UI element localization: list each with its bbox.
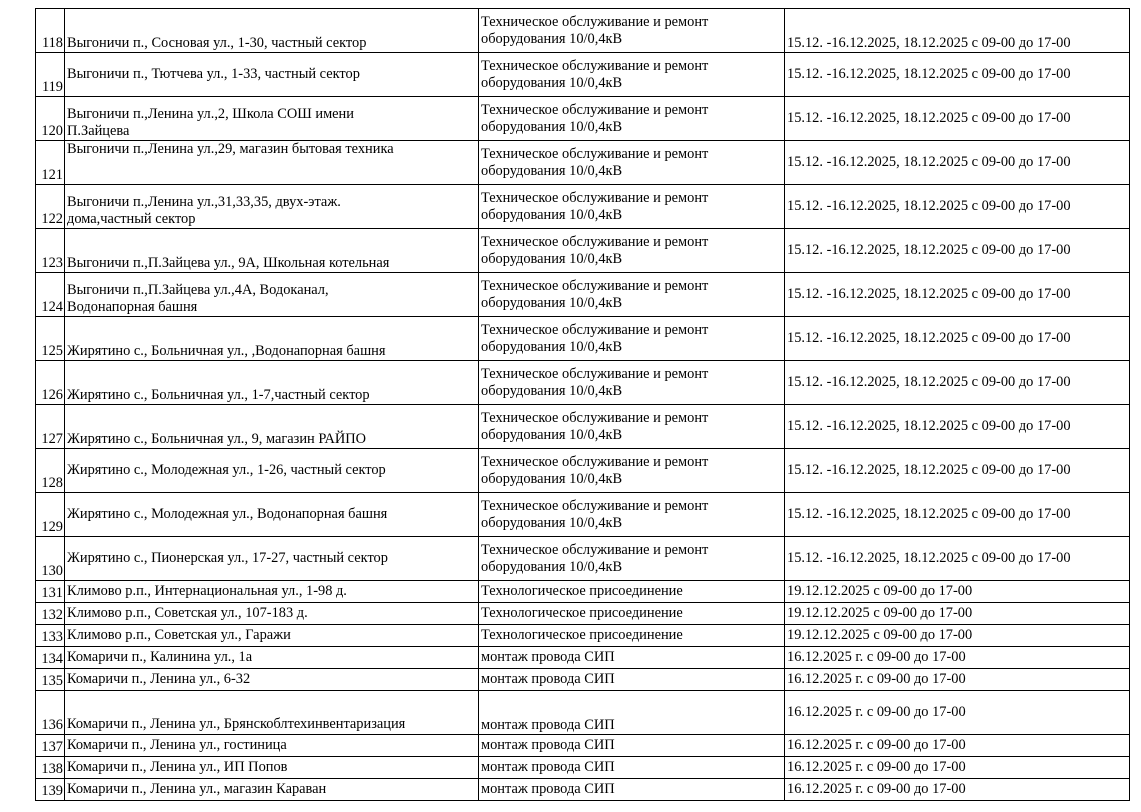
row-number: 127 [36,405,65,449]
address-line: П.Зайцева [67,123,130,139]
address-line: Климово р.п., Интернациональная ул., 1-98 д. [67,583,347,599]
row-number: 124 [36,273,65,317]
address-line: Выгоничи п.,Ленина ул.,29, магазин бытовая техника [67,141,394,157]
work-type-cell [479,97,785,141]
schedule-cell: 16.12.2025 г. с 09-00 до 17-00 [785,779,1130,801]
address-cell [65,757,479,779]
row-number: 119 [36,53,65,97]
schedule-cell: 15.12. -16.12.2025, 18.12.2025 с 09-00 до 17-00 [785,449,1130,493]
address-cell [65,53,479,97]
work-type-line: Техническое обслуживание и ремонт [481,189,709,206]
work-type-line: оборудования 10/0,4кВ [481,470,623,487]
address-line: Жирятино с., Молодежная ул., Водонапорная башня [67,506,388,522]
schedule-cell: 15.12. -16.12.2025, 18.12.2025 с 09-00 до 17-00 [785,405,1130,449]
work-type-line: оборудования 10/0,4кВ [481,206,623,223]
work-type-cell [479,669,785,691]
row-number: 121 [36,141,65,185]
address-line: Комаричи п., Ленина ул., магазин Караван [67,781,327,797]
address-line: Выгоничи п.,Ленина ул.,31,33,35, двух-этаж. [67,194,341,210]
address-cell [65,141,479,185]
address-line: Водонапорная башня [67,299,198,315]
address-cell [65,9,479,53]
row-number: 138 [36,757,65,779]
address-cell [65,603,479,625]
row-number: 128 [36,449,65,493]
work-type-line: Техническое обслуживание и ремонт [481,541,709,558]
table-row [36,141,1130,185]
table-row [36,53,1130,97]
address-cell [65,625,479,647]
work-type-line: оборудования 10/0,4кВ [481,30,623,47]
schedule-cell: 19.12.12.2025 с 09-00 до 17-00 [785,603,1130,625]
work-type-line: монтаж провода СИП [481,737,615,753]
address-line: Климово р.п., Советская ул., Гаражи [67,627,291,643]
table-row [36,405,1130,449]
address-cell [65,405,479,449]
schedule-cell: 15.12. -16.12.2025, 18.12.2025 с 09-00 до 17-00 [785,317,1130,361]
work-type-cell [479,537,785,581]
table-row [36,669,1130,691]
address-cell [65,361,479,405]
work-type-line: Техническое обслуживание и ремонт [481,321,709,338]
work-type-line: оборудования 10/0,4кВ [481,118,623,135]
row-number: 134 [36,647,65,669]
address-cell [65,273,479,317]
table-row [36,361,1130,405]
schedule-cell: 16.12.2025 г. с 09-00 до 17-00 [785,669,1130,691]
work-type-line: Техническое обслуживание и ремонт [481,145,709,162]
outage-schedule-table [35,8,1130,801]
row-number: 139 [36,779,65,801]
address-line: Выгоничи п., Сосновая ул., 1-30, частный сектор [67,35,367,51]
work-type-line: оборудования 10/0,4кВ [481,74,623,91]
work-type-line: оборудования 10/0,4кВ [481,250,623,267]
table-row [36,9,1130,53]
work-type-cell [479,735,785,757]
work-type-cell [479,581,785,603]
address-line: Жирятино с., Молодежная ул., 1-26, частный сектор [67,462,386,478]
schedule-cell: 15.12. -16.12.2025, 18.12.2025 с 09-00 до 17-00 [785,361,1130,405]
schedule-cell: 19.12.12.2025 с 09-00 до 17-00 [785,581,1130,603]
address-line: Выгоничи п.,П.Зайцева ул.,4А, Водоканал, [67,282,329,298]
work-type-line: монтаж провода СИП [481,781,615,797]
work-type-line: Технологическое присоединение [481,583,683,599]
work-type-line: монтаж провода СИП [481,671,615,687]
work-type-cell [479,757,785,779]
address-cell [65,581,479,603]
table-row [36,493,1130,537]
table-row [36,625,1130,647]
address-cell [65,185,479,229]
work-type-line: Техническое обслуживание и ремонт [481,13,709,30]
address-cell [65,449,479,493]
table-row [36,581,1130,603]
work-type-line: Техническое обслуживание и ремонт [481,233,709,250]
address-line: Жирятино с., Больничная ул., 1-7,частный сектор [67,387,370,403]
address-line: Жирятино с., Больничная ул., ,Водонапорная башня [67,343,386,359]
work-type-line: оборудования 10/0,4кВ [481,558,623,575]
table-row [36,449,1130,493]
work-type-line: оборудования 10/0,4кВ [481,338,623,355]
row-number: 131 [36,581,65,603]
work-type-cell [479,273,785,317]
address-line: Жирятино с., Пионерская ул., 17-27, частный сектор [67,550,388,566]
address-line: Комаричи п., Калинина ул., 1а [67,649,253,665]
schedule-cell: 15.12. -16.12.2025, 18.12.2025 с 09-00 до 17-00 [785,185,1130,229]
work-type-line: монтаж провода СИП [481,717,615,733]
row-number: 126 [36,361,65,405]
work-type-cell [479,229,785,273]
schedule-cell: 15.12. -16.12.2025, 18.12.2025 с 09-00 до 17-00 [785,537,1130,581]
schedule-cell: 15.12. -16.12.2025, 18.12.2025 с 09-00 до 17-00 [785,53,1130,97]
schedule-cell: 15.12. -16.12.2025, 18.12.2025 с 09-00 до 17-00 [785,229,1130,273]
table-row [36,317,1130,361]
work-type-line: оборудования 10/0,4кВ [481,162,623,179]
table-row [36,229,1130,273]
work-type-line: Технологическое присоединение [481,605,683,621]
work-type-line: оборудования 10/0,4кВ [481,514,623,531]
table-row [36,537,1130,581]
address-cell [65,229,479,273]
work-type-cell [479,625,785,647]
work-type-line: монтаж провода СИП [481,759,615,775]
address-cell [65,669,479,691]
row-number: 130 [36,537,65,581]
schedule-cell: 16.12.2025 г. с 09-00 до 17-00 [785,735,1130,757]
address-cell [65,779,479,801]
work-type-line: Техническое обслуживание и ремонт [481,409,709,426]
work-type-line: Техническое обслуживание и ремонт [481,497,709,514]
work-type-line: монтаж провода СИП [481,649,615,665]
work-type-line: Техническое обслуживание и ремонт [481,365,709,382]
work-type-cell [479,691,785,735]
table-row [36,779,1130,801]
work-type-cell [479,493,785,537]
table-row [36,603,1130,625]
work-type-line: оборудования 10/0,4кВ [481,382,623,399]
address-line: Комаричи п., Ленина ул., ИП Попов [67,759,288,775]
table-body [36,9,1130,801]
row-number: 129 [36,493,65,537]
work-type-line: оборудования 10/0,4кВ [481,294,623,311]
work-type-cell [479,185,785,229]
work-type-line: Техническое обслуживание и ремонт [481,277,709,294]
row-number: 122 [36,185,65,229]
work-type-line: Технологическое присоединение [481,627,683,643]
table-row [36,691,1130,735]
schedule-cell: 16.12.2025 г. с 09-00 до 17-00 [785,647,1130,669]
work-type-line: Техническое обслуживание и ремонт [481,101,709,118]
work-type-cell [479,449,785,493]
row-number: 123 [36,229,65,273]
schedule-cell: 15.12. -16.12.2025, 18.12.2025 с 09-00 до 17-00 [785,9,1130,53]
schedule-cell: 15.12. -16.12.2025, 18.12.2025 с 09-00 до 17-00 [785,273,1130,317]
address-line: Жирятино с., Больничная ул., 9, магазин РАЙПО [67,431,367,447]
address-cell [65,735,479,757]
address-line: Комаричи п., Ленина ул., 6-32 [67,671,251,687]
address-line: Выгоничи п., Тютчева ул., 1-33, частный сектор [67,66,360,82]
row-number: 135 [36,669,65,691]
work-type-line: Техническое обслуживание и ремонт [481,57,709,74]
work-type-cell [479,603,785,625]
address-line: Комаричи п., Ленина ул., Брянскоблтехинвентаризация [67,716,406,732]
work-type-cell [479,53,785,97]
work-type-cell [479,141,785,185]
schedule-cell: 15.12. -16.12.2025, 18.12.2025 с 09-00 до 17-00 [785,141,1130,185]
address-cell [65,493,479,537]
schedule-cell: 15.12. -16.12.2025, 18.12.2025 с 09-00 до 17-00 [785,493,1130,537]
row-number: 133 [36,625,65,647]
address-cell [65,317,479,361]
work-type-cell [479,779,785,801]
row-number: 137 [36,735,65,757]
row-number: 136 [36,691,65,735]
table-row [36,647,1130,669]
address-line: Выгоничи п.,П.Зайцева ул., 9А, Школьная котельная [67,255,390,271]
table-row [36,185,1130,229]
work-type-cell [479,9,785,53]
address-cell [65,691,479,735]
schedule-cell: 16.12.2025 г. с 09-00 до 17-00 [785,691,1130,735]
row-number: 132 [36,603,65,625]
work-type-cell [479,405,785,449]
row-number: 125 [36,317,65,361]
address-cell [65,537,479,581]
address-cell [65,647,479,669]
work-type-line: Техническое обслуживание и ремонт [481,453,709,470]
schedule-cell: 19.12.12.2025 с 09-00 до 17-00 [785,625,1130,647]
work-type-line: оборудования 10/0,4кВ [481,426,623,443]
work-type-cell [479,361,785,405]
table-row [36,273,1130,317]
table-row [36,735,1130,757]
schedule-cell: 16.12.2025 г. с 09-00 до 17-00 [785,757,1130,779]
address-line: Комаричи п., Ленина ул., гостиница [67,737,287,753]
address-line: Климово р.п., Советская ул., 107-183 д. [67,605,308,621]
schedule-cell: 15.12. -16.12.2025, 18.12.2025 с 09-00 до 17-00 [785,97,1130,141]
table-row [36,97,1130,141]
address-cell [65,97,479,141]
work-type-cell [479,317,785,361]
row-number: 120 [36,97,65,141]
work-type-cell [479,647,785,669]
address-line: Выгоничи п.,Ленина ул.,2, Школа СОШ имени [67,106,354,122]
address-line: дома,частный сектор [67,211,196,227]
row-number: 118 [36,9,65,53]
table-row [36,757,1130,779]
